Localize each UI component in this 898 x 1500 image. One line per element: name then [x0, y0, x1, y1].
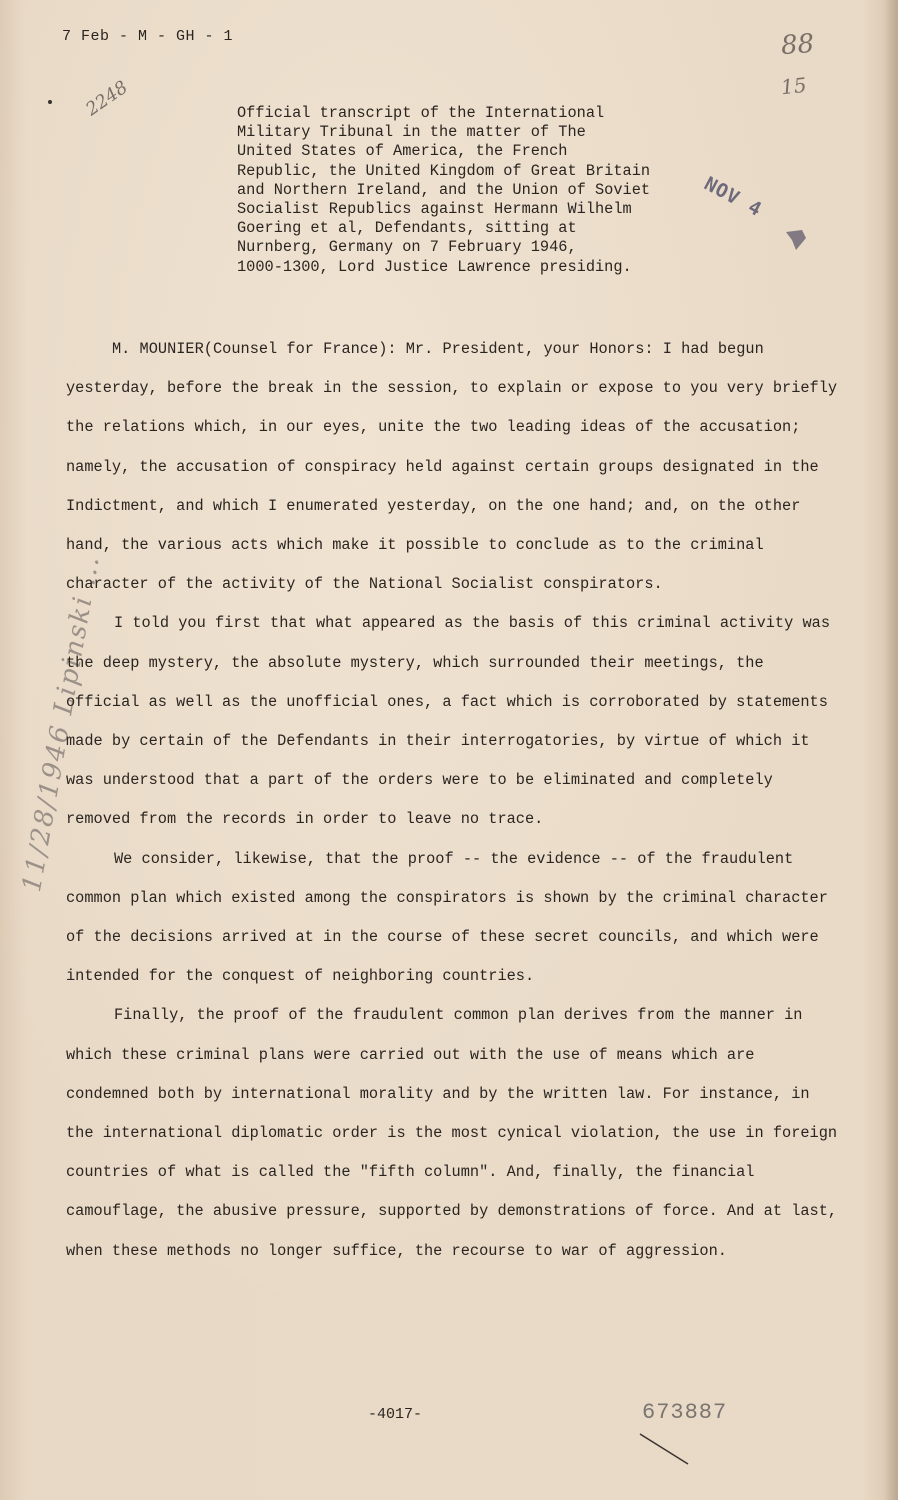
paragraph-proof: We consider, likewise, that the proof -- the evidence -- of the fraudulent common plan which existed among the conspirators is shown by the criminal character of the decisions arrived at in the course of these secret councils, and which were intended for the conquest of neighboring countries. [66, 849, 828, 986]
paragraph-mystery: I told you first that what appeared as the basis of this criminal activity was the deep mystery, the absolute mystery, which surrounded their meetings, the official as well as the unofficial ones, a fact which is corroborated by statements made by certain of the Defendants in their interrogatories, by virtue of which it was understood that a part of the orders were to be eliminated and completely removed from the records in order to leave no trace. [66, 614, 831, 829]
pencil-margin-note: 11/28/1946 Lipinski ... [17, 552, 106, 895]
document-id-stamp: 673887 [642, 1400, 728, 1425]
paragraph-opening: M. MOUNIER(Counsel for France): Mr. President, your Honors: I had begun yesterday, before the break in the session, to explain or expose to you very briefly the relations which, in our eyes, unite the two leading ideas of the accusation; namely, the accusation of conspiracy held against certain groups designated in the Indictment, and which I enumerated yesterday, on the one hand; and, on the other hand, the various acts which make it possible to conclude as to the criminal character of the activity of the National Socialist conspirators. [66, 340, 838, 594]
received-date-stamp: NOV 4 [700, 172, 766, 222]
stamp-check-icon [782, 226, 810, 254]
transcript-heading: Official transcript of the International Military Tribunal in the matter of The United States of America, the French Republic, the United Kingdom of Great Britain and Northern Ireland, and the Union of Soviet Socialist Republics against Hermann Wilhelm Goering et al, Defendants, sitting at Nurnberg, Germany on 7 February 1946, 1000-1300, Lord Justice Lawrence presiding. [237, 104, 651, 276]
pencil-page-number: 88 [779, 28, 816, 62]
pencil-sub-number: 15 [779, 72, 808, 100]
paragraph-finally: Finally, the proof of the fraudulent common plan derives from the manner in which these criminal plans were carried out with the use of means which are condemned both by international morality and by the written law. For instance, in the international diplomatic order is the most cynical violation, the use in foreign countries of what is called the "fifth column". And, finally, the financial camouflage, the abusive pressure, supported by demonstrations of force. And at last, when these methods no longer suffice, the recourse to war of aggression. [66, 1006, 838, 1260]
transcript-body [66, 330, 846, 1271]
pencil-left-number: 2248 [82, 76, 132, 121]
ink-speck [48, 100, 52, 104]
page-number: -4017- [368, 1406, 423, 1423]
pencil-slash-mark [636, 1430, 696, 1470]
file-reference: 7 Feb - M - GH - 1 [62, 28, 234, 45]
paper-edge-shadow [884, 0, 898, 1500]
